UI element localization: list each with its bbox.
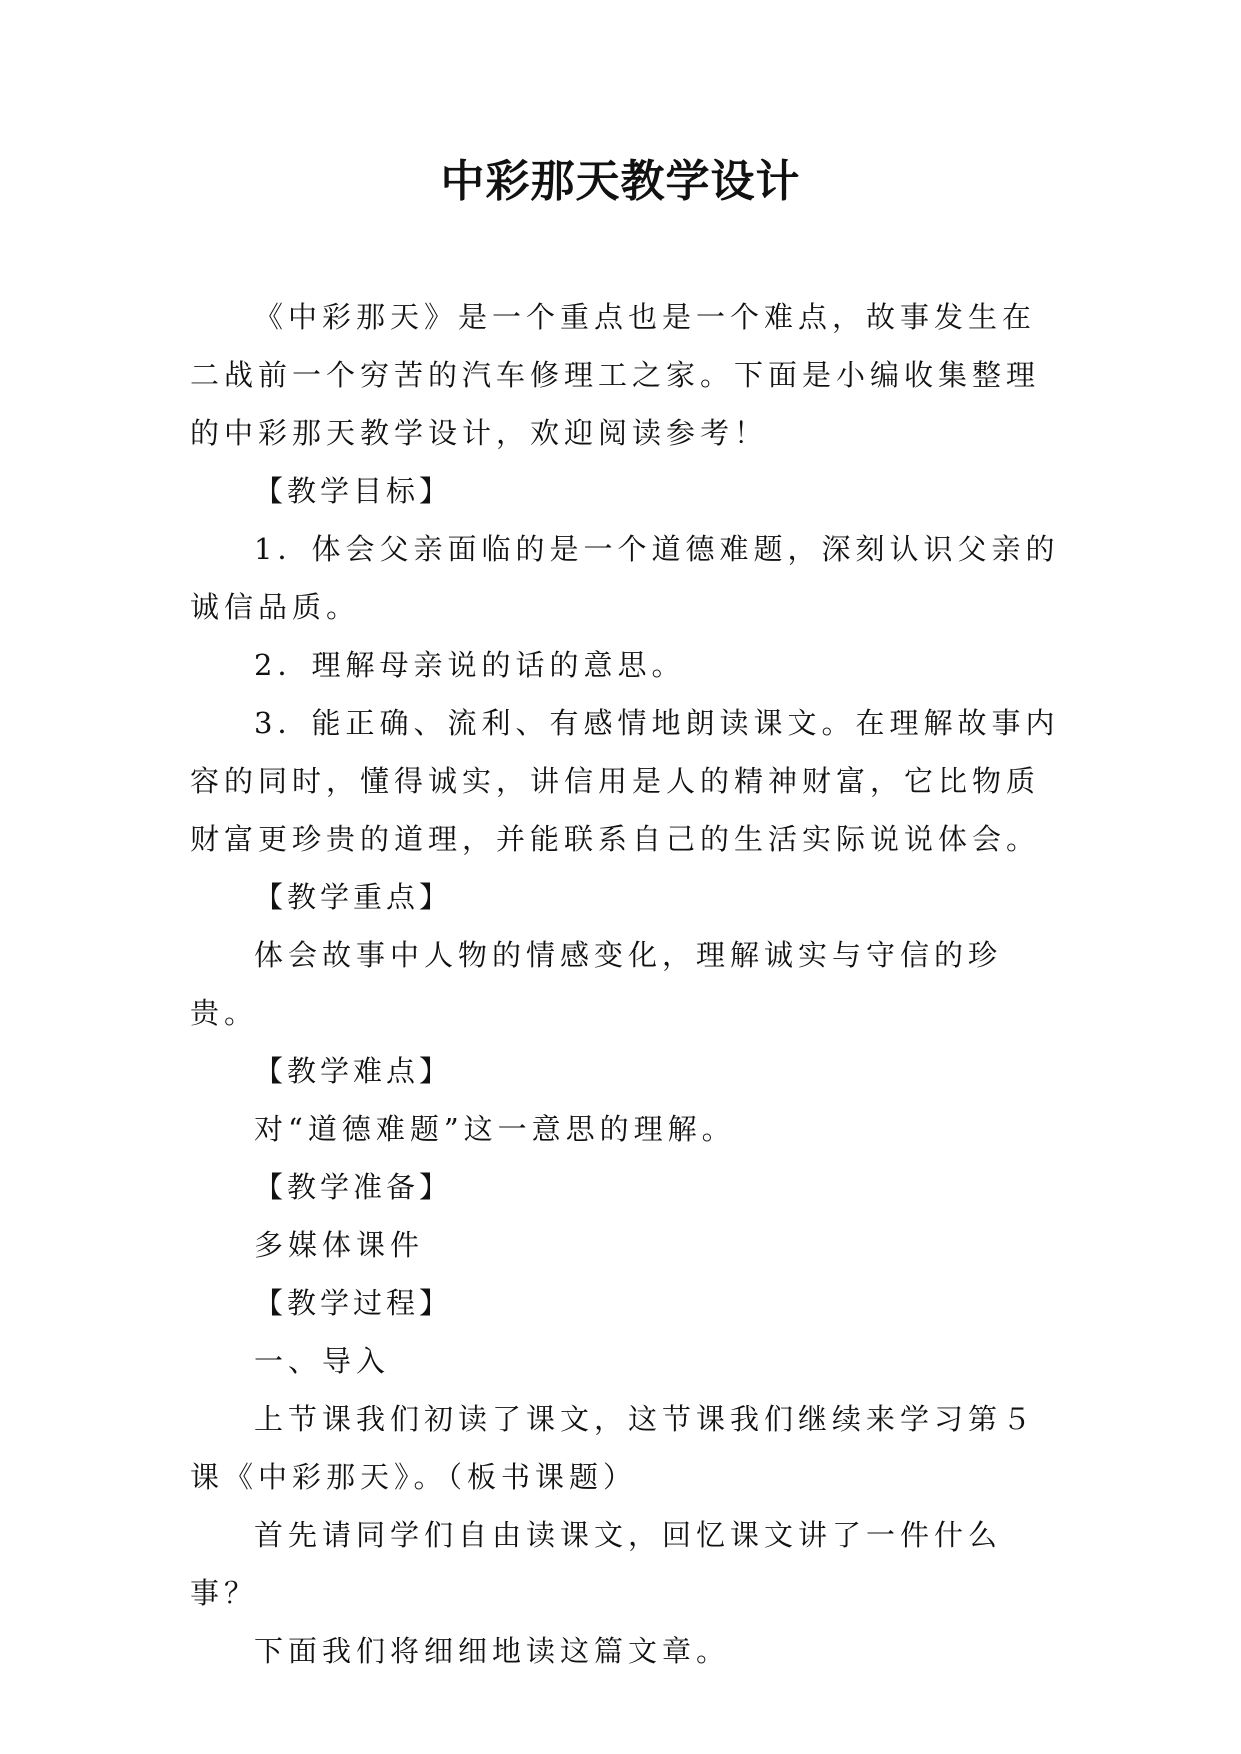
section-heading-objectives: 【教学目标】	[254, 474, 453, 508]
process-step-heading: 一、导入	[254, 1344, 391, 1378]
intro-paragraph: 《中彩那天》是一个重点也是一个难点，故事发生在二战前一个穷苦的汽车修理工之家。下面是小编收集整理的中彩那天教学设计，欢迎阅读参考！	[190, 300, 1041, 450]
difficulties-text: 对“道德难题”这一意思的理解。	[254, 1112, 736, 1146]
section-heading-key-points: 【教学重点】	[254, 880, 453, 914]
key-points-text: 体会故事中人物的情感变化，理解诚实与守信的珍贵。	[190, 938, 1003, 1030]
section-heading-process: 【教学过程】	[254, 1286, 453, 1320]
process-paragraph-2: 首先请同学们自由读课文，回忆课文讲了一件什么事？	[190, 1518, 1003, 1610]
document-title: 中彩那天教学设计	[440, 156, 801, 207]
preparation-text: 多媒体课件	[254, 1228, 425, 1262]
objective-item-2: 2．理解母亲说的话的意思。	[254, 648, 686, 682]
section-heading-preparation: 【教学准备】	[254, 1170, 453, 1204]
process-paragraph-1: 上节课我们初读了课文，这节课我们继续来学习第５课《中彩那天》。（板书课题）	[190, 1402, 1037, 1494]
objective-item-3: 3．能正确、流利、有感情地朗读课文。在理解故事内容的同时，懂得诚实，讲信用是人的精神财富，它比物质财富更珍贵的道理，并能联系自己的生活实际说说体会。	[190, 706, 1060, 856]
process-paragraph-3: 下面我们将细细地读这篇文章。	[254, 1634, 731, 1668]
objective-item-1: 1．体会父亲面临的是一个道德难题，深刻认识父亲的诚信品质。	[190, 532, 1060, 624]
section-heading-difficulties: 【教学难点】	[254, 1054, 453, 1088]
document-body	[190, 288, 1065, 1680]
